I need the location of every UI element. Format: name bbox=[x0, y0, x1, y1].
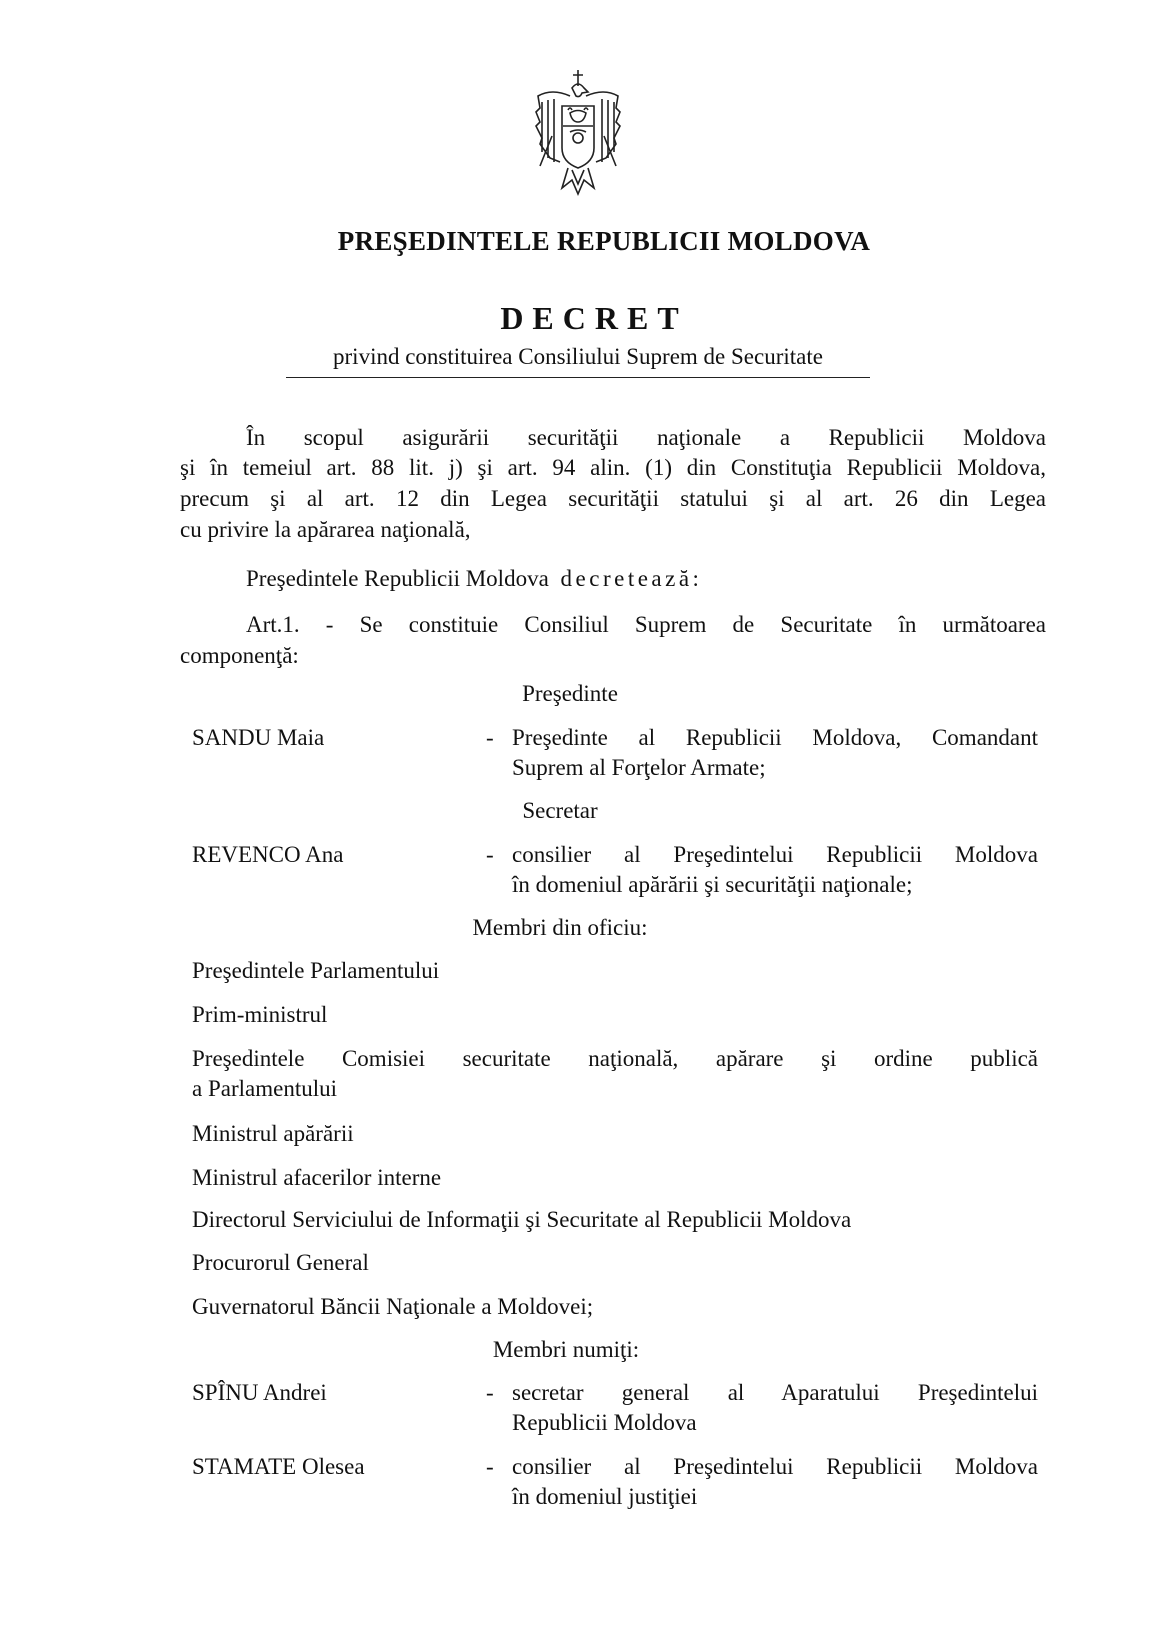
appointed-member-role-line-1: consilier al Preşedintelui Republicii Moldova bbox=[512, 1454, 1038, 1479]
president-name: SANDU Maia bbox=[192, 725, 325, 750]
institution-title: PREŞEDINTELE REPUBLICII MOLDOVA bbox=[337, 226, 871, 256]
decree-statement bbox=[246, 564, 702, 594]
secretary-role-line-1: consilier al Preşedintelui Republicii Moldova bbox=[512, 842, 1038, 867]
article-1-line-2: componenţă: bbox=[180, 643, 299, 668]
article-1-line-1: Art.1. - Se constituie Consiliul Suprem de Securitate în următoarea bbox=[246, 612, 1046, 637]
secretary-name: REVENCO Ana bbox=[192, 842, 344, 867]
document-subject: privind constituirea Consiliului Suprem de Securitate bbox=[286, 344, 870, 378]
decree-subject: Preşedintele Republicii Moldova bbox=[246, 566, 549, 591]
preamble-line-2: şi în temeiul art. 88 lit. j) şi art. 94 alin. (1) din Constituţia Republicii Moldova, bbox=[180, 455, 1046, 480]
president-role-line-1: Preşedinte al Republicii Moldova, Comandant bbox=[512, 725, 1038, 750]
ex-officio-member: Ministrul afacerilor interne bbox=[192, 1165, 442, 1190]
ex-officio-member: Directorul Serviciului de Informaţii şi Securitate al Republicii Moldova bbox=[192, 1207, 852, 1232]
appointed-member-dash: - bbox=[486, 1380, 494, 1405]
ex-officio-member: Prim-ministrul bbox=[192, 1002, 328, 1027]
section-president-heading: Preşedinte bbox=[522, 681, 618, 706]
ex-officio-member-continued: a Parlamentului bbox=[192, 1076, 337, 1101]
coat-of-arms-icon bbox=[532, 66, 624, 200]
appointed-member-dash: - bbox=[486, 1454, 494, 1479]
section-secretary-heading: Secretar bbox=[522, 798, 598, 823]
president-role-line-2: Suprem al Forţelor Armate; bbox=[512, 755, 766, 780]
secretary-role-line-2: în domeniul apărării şi securităţii naţionale; bbox=[512, 872, 913, 897]
ex-officio-member: Ministrul apărării bbox=[192, 1121, 354, 1146]
ex-officio-member: Preşedintele Comisiei securitate naţională, apărare şi ordine publică bbox=[192, 1046, 1038, 1071]
preamble-line-3: precum şi al art. 12 din Legea securităţii statului şi al art. 26 din Legea bbox=[180, 486, 1046, 511]
preamble-line-4: cu privire la apărarea naţională, bbox=[180, 517, 471, 542]
ex-officio-member: Guvernatorul Băncii Naţionale a Moldovei; bbox=[192, 1294, 594, 1319]
section-ex-officio-heading: Membri din oficiu: bbox=[472, 915, 648, 940]
ex-officio-member: Preşedintele Parlamentului bbox=[192, 958, 440, 983]
president-dash: - bbox=[486, 725, 494, 750]
document-type-title: DECRET bbox=[500, 300, 688, 336]
preamble-line-1: În scopul asigurării securităţii naţionale a Republicii Moldova bbox=[246, 425, 1046, 450]
appointed-member-name: SPÎNU Andrei bbox=[192, 1380, 327, 1405]
ex-officio-member: Procurorul General bbox=[192, 1250, 369, 1275]
appointed-member-role-line-1: secretar general al Aparatului Preşedintelui bbox=[512, 1380, 1038, 1405]
secretary-dash: - bbox=[486, 842, 494, 867]
appointed-member-role-line-2: Republicii Moldova bbox=[512, 1410, 697, 1435]
appointed-member-name: STAMATE Olesea bbox=[192, 1454, 365, 1479]
appointed-member-role-line-2: în domeniul justiţiei bbox=[512, 1484, 698, 1509]
section-appointed-heading: Membri numiţi: bbox=[492, 1337, 640, 1362]
decree-verb: decretează: bbox=[560, 566, 703, 591]
